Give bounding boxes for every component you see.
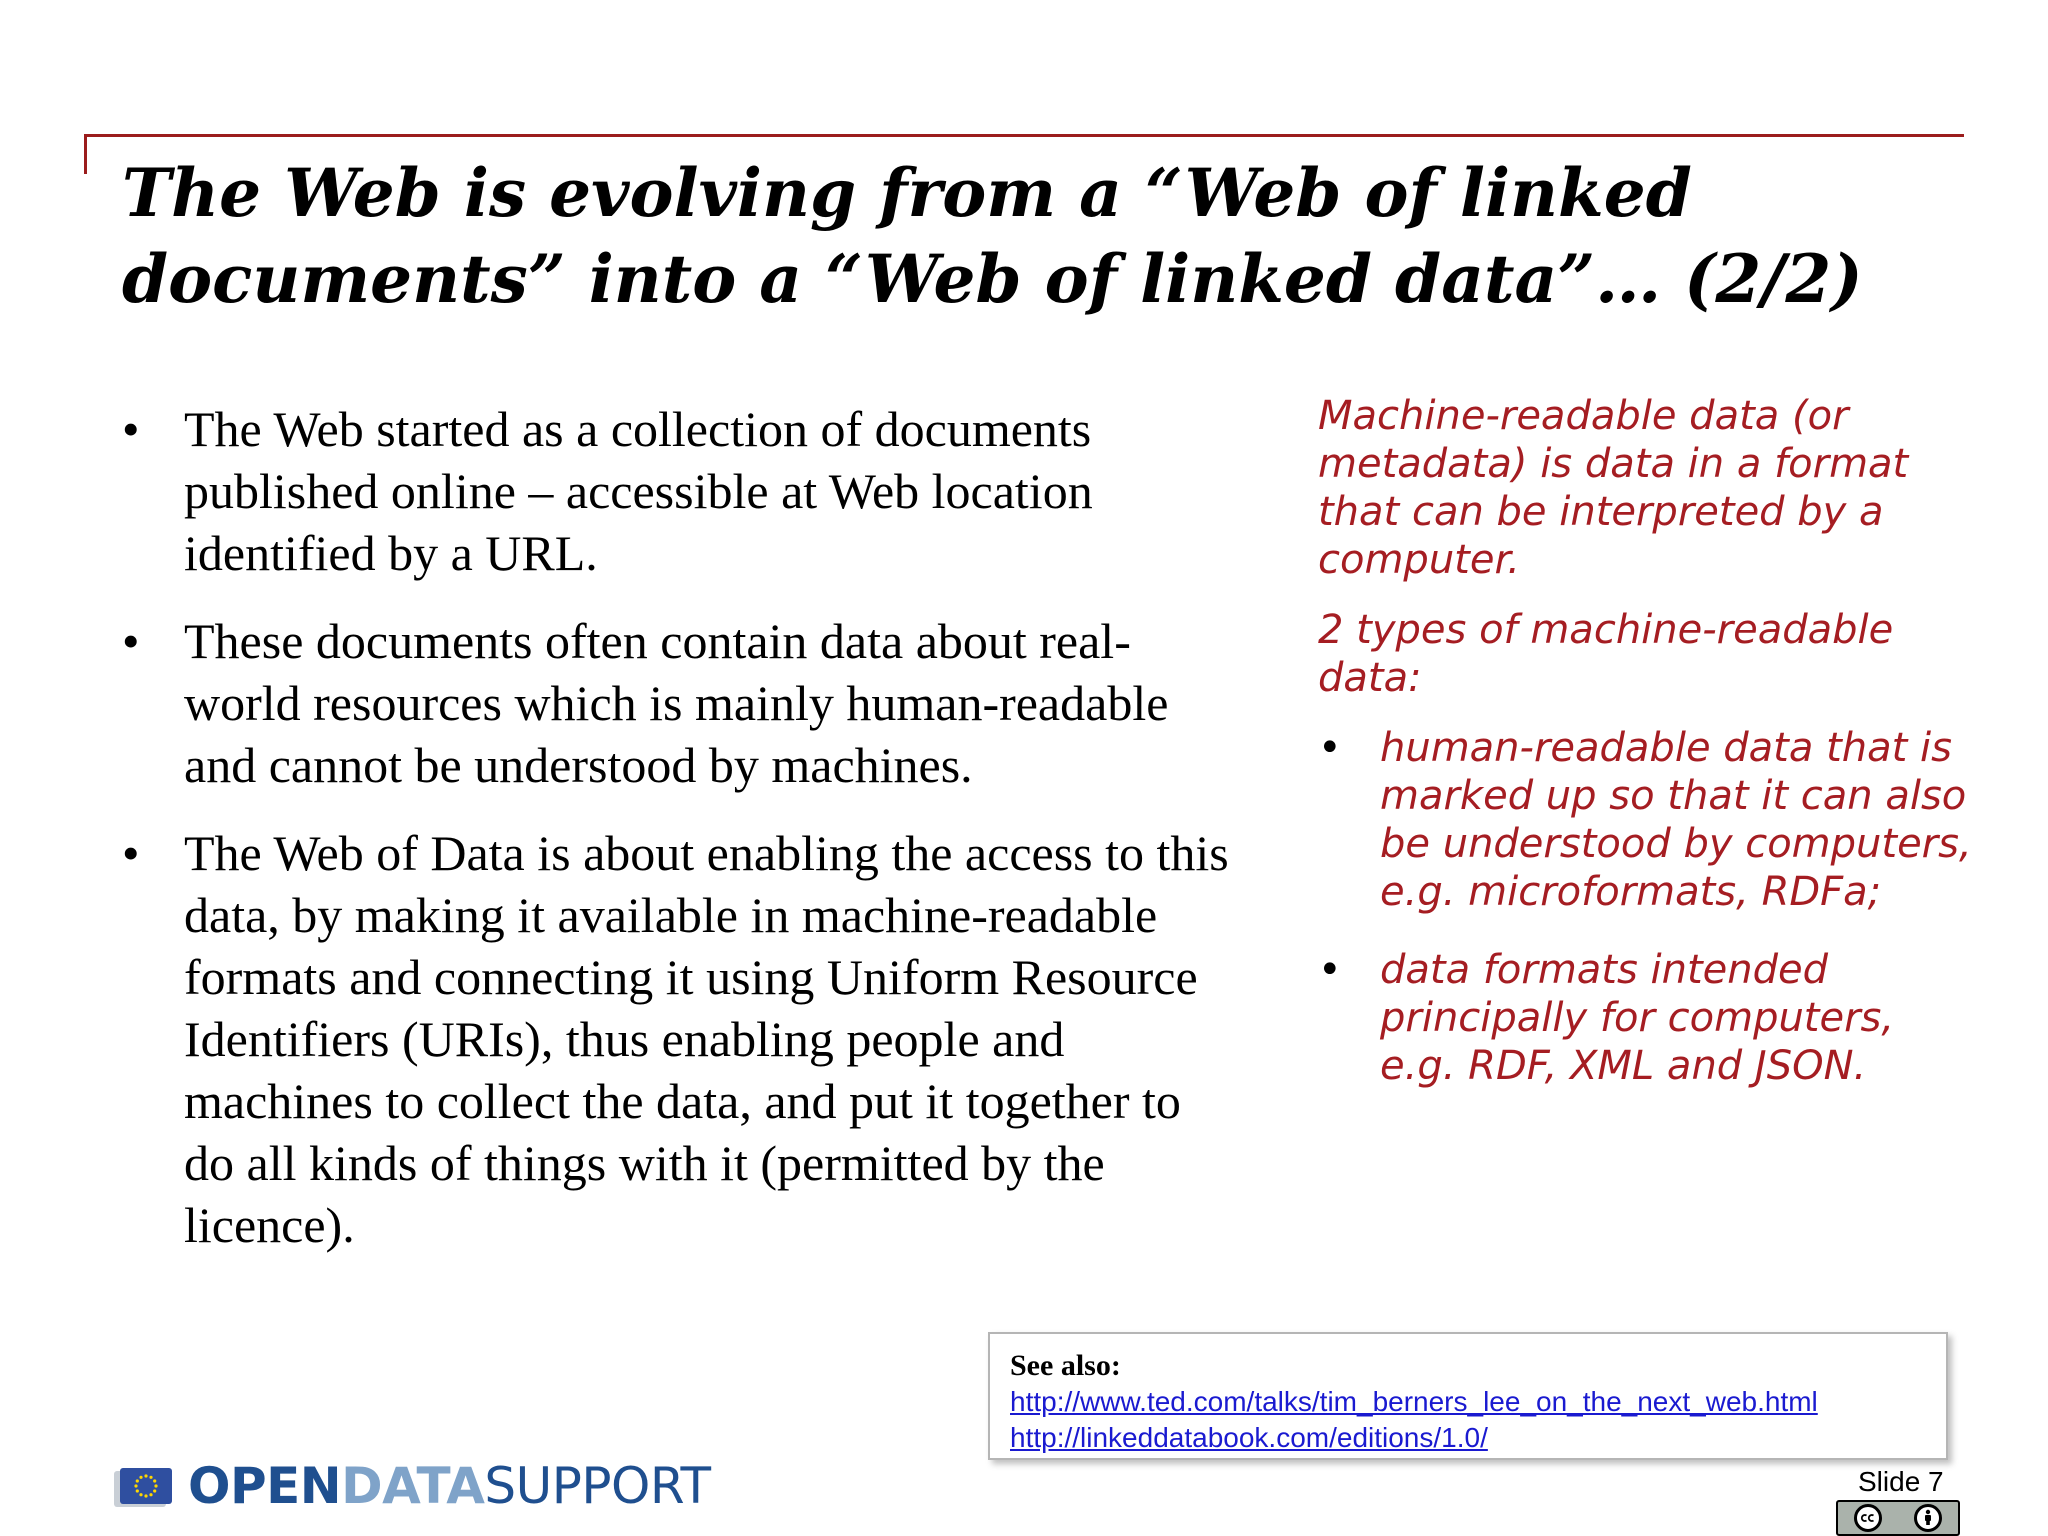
logo-data-text: DATA — [341, 1457, 485, 1515]
eu-flag-icon — [120, 1468, 172, 1504]
title-frame-line — [84, 134, 1964, 137]
cc-by-icon — [1836, 1500, 1960, 1536]
cc-icon — [1854, 1504, 1882, 1532]
bullet-text: The Web started as a collection of documents published online – accessible at Web location identified by a URL. — [184, 401, 1093, 581]
bullet-text: The Web of Data is about enabling the access to this data, by making it available in machine-readable formats and connecting it using Uniform Resource Identifiers (URIs), thus enabling people and machines to collect the data, and put it together to do all kinds of things with it (permitted by the licence). — [184, 825, 1229, 1253]
see-also-heading: See also: — [1010, 1349, 1121, 1382]
notes-type-item — [1318, 724, 1978, 916]
bullet-marker: • — [122, 613, 140, 669]
see-also-box — [988, 1332, 1948, 1460]
bullet-text: These documents often contain data about real-world resources which is mainly human-readable and cannot be understood by machines. — [184, 613, 1169, 793]
handwritten-notes — [1318, 392, 1978, 1120]
logo-support-text: SUPPORT — [484, 1457, 711, 1515]
bullet-item — [122, 610, 1242, 796]
notes-type-item — [1318, 946, 1978, 1090]
bullet-marker: • — [122, 401, 140, 457]
logo-wordmark — [188, 1454, 711, 1518]
bullet-item — [122, 822, 1242, 1256]
open-data-support-logo — [120, 1454, 711, 1518]
slide-number: Slide 7 — [1858, 1466, 1944, 1497]
notes-type-text: human-readable data that is marked up so that it can also be understood by computers, e.g. microformats, RDFa; — [1380, 725, 1972, 915]
see-also-link-linkeddatabook[interactable]: http://linkeddatabook.com/editions/1.0/ — [1010, 1422, 1488, 1453]
see-also-link-ted[interactable]: http://www.ted.com/talks/tim_berners_lee_on_the_next_web.html — [1010, 1386, 1818, 1417]
notes-types-list — [1318, 724, 1978, 1090]
notes-types-heading: 2 types of machine-readable data: — [1318, 607, 1894, 701]
bullet-list — [122, 398, 1242, 1282]
slide-title: The Web is evolving from a “Web of linked documents” into a “Web of linked data”… (2/2) — [122, 154, 1863, 318]
bullet-item — [122, 398, 1242, 584]
notes-bullet-marker: • — [1318, 725, 1342, 771]
notes-bullet-marker: • — [1318, 947, 1342, 993]
logo-open-text: OPEN — [188, 1457, 342, 1515]
title-frame-corner — [84, 134, 87, 174]
bullet-marker: • — [122, 825, 140, 881]
notes-definition: Machine-readable data (or metadata) is data in a format that can be interpreted by a computer. — [1318, 393, 1909, 583]
notes-type-text: data formats intended principally for computers, e.g. RDF, XML and JSON. — [1380, 947, 1895, 1089]
by-attribution-icon — [1914, 1504, 1942, 1532]
